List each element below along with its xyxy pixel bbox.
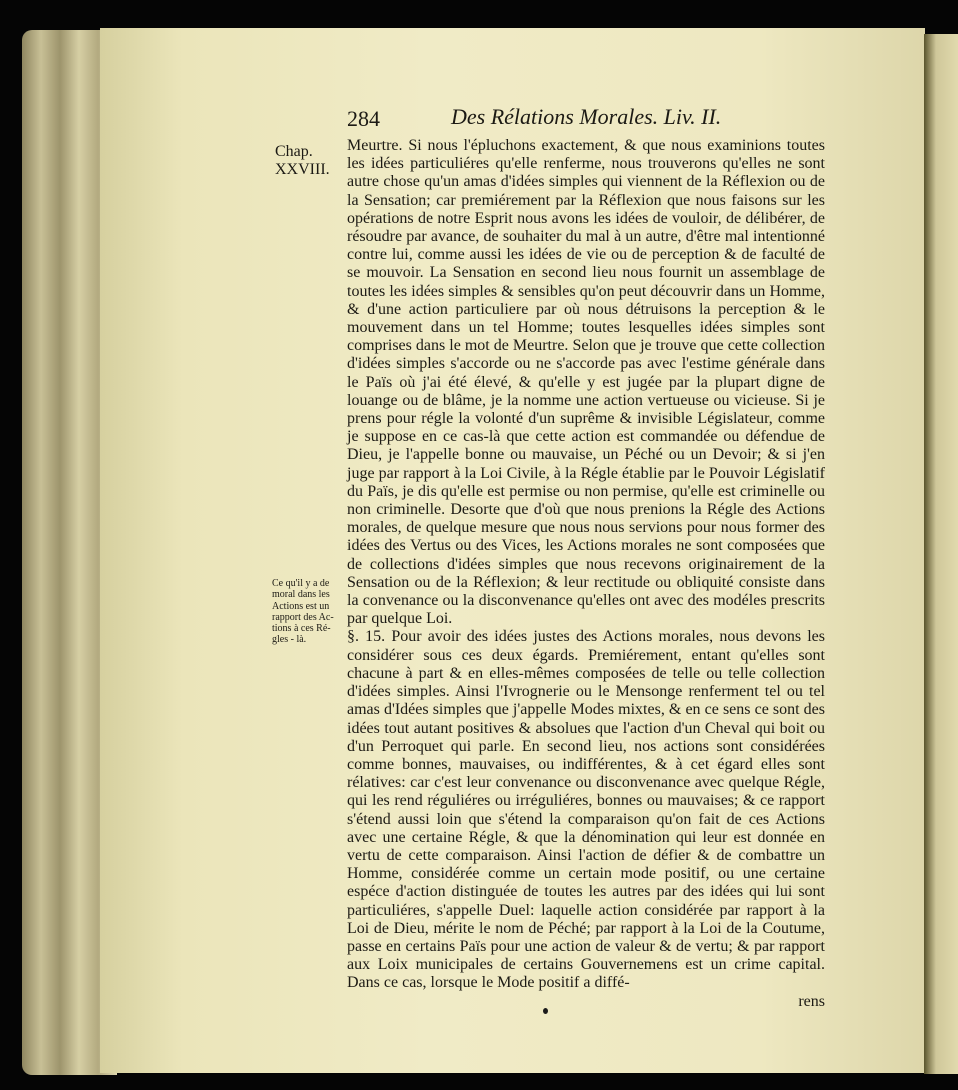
book-marker: Liv. II. xyxy=(663,104,722,129)
page-header xyxy=(347,104,827,134)
margin-note xyxy=(272,578,352,646)
ink-spot xyxy=(543,1008,548,1014)
running-title xyxy=(451,104,721,130)
chapter-word: Chap. xyxy=(275,143,313,160)
margin-note-line: Actions est un xyxy=(272,600,330,612)
chapter-label xyxy=(275,143,347,179)
catchword: rens xyxy=(798,992,825,1010)
margin-note-line: moral dans les xyxy=(272,589,330,601)
margin-note-line: tions à ces Ré- xyxy=(272,623,331,635)
margin-note-line: gles - là. xyxy=(272,634,307,646)
paragraph-2: §. 15. Pour avoir des idées justes des Actions morales, nous devons les considérer sous ces deux égards. Premiérement, entant qu'elles sont chacune à part & en elles-mêmes composées de telle ou telle collection d'idées simples. Ainsi l'Ivrognerie ou le Mensonge renferment tel ou tel amas d'Idées simples que j'appelle Modes mixtes, & en ce sens ce sont des idées tout autant positives & absolues que l'action d'un Cheval qui boit ou d'un Perroquet qui parle. En second lieu, nos actions sont considérées comme bonnes, mauvaises, ou indifférentes, & à cet égard elles sont rélatives: car c'est leur convenance ou disconvenance avec quelque Régle, qui les rend réguliéres ou irréguliéres, bonnes ou mauvaises; & ce rapport s'étend aussi loin que s'étend la comparaison qu'on fait de ces Actions avec une certaine Régle, & que la dénomination qui leur est donnée en vertu de cette comparaison. Ainsi l'action de défier & de combattre un Homme, considérée comme un certain mode positif, ou une certaine espéce d'action distinguée de toutes les autres par des idées qui lui sont particuliéres, s'appelle Duel: laquelle action considérée par rapport à la Loi de Dieu, mérite le nom de Péché; par rapport à la Loi de la Coutume, passe en certains Païs pour une action de valeur & de vertu; & par rapport aux Loix municipales de certains Gouvernemens est un crime capital. Dans ce cas, lorsque le Mode positif a diffé- xyxy=(347,628,825,992)
right-page-edge xyxy=(924,34,958,1074)
main-text xyxy=(347,137,825,1011)
paragraph-1: Meurtre. Si nous l'épluchons exactement, & que nous examinions toutes les idées particuliéres qu'elle renferme, nous trouverons qu'elles ne sont autre chose qu'un amas d'idées simples qui viennent de la Réflexion ou de la Sensation; car premiérement par la Réflexion que nous faisons sur les opérations de notre Esprit nous avons les idées de vouloir, de délibérer, de résoudre par avance, de souhaiter du mal à un autre, d'être mal intentionné contre lui, comme aussi les idées de vie ou de perception & de faculté de se mouvoir. La Sensation en second lieu nous fournit un assemblage de toutes les idées simples & sensibles qu'on peut découvrir dans un Homme, & d'une action particuliere par où nous détruisons la perception & le mouvement dans un tel Homme; toutes lesquelles idées simples sont comprises dans le mot de Meurtre. Selon que je trouve que cette collection d'idées simples s'accorde ou ne s'accorde pas avec l'estime générale dans le Païs où j'ai été élevé, & qu'elle y est jugée par la plupart digne de louange ou de blâme, je la nomme une action vertueuse ou vicieuse. Si je prens pour régle la volonté d'un suprême & invisible Législateur, comme je suppose en ce cas-là que cette action est commandée ou défendue de Dieu, je l'appelle bonne ou mauvaise, un Péché ou un Devoir; & si j'en juge par rapport à la Loi Civile, à la Régle établie par le Pouvoir Législatif du Païs, je dis qu'elle est permise ou non permise, qu'elle est criminelle ou non criminelle. Desorte que d'où que nous prenions la Régle des Actions morales, de quelque mesure que nous nous servions pour nous former des idées des Vertus ou des Vices, les Actions morales ne sont composées que de collections d'idées simples que nous recevons originairement de la Sensation ou de la Réflexion; & leur rectitude ou obliquité consiste dans la convenance ou la disconvenance qu'elles ont avec des modéles prescrits par quelque Loi. xyxy=(347,137,825,628)
chapter-number: XXVIII. xyxy=(275,161,330,178)
running-title-text: Des Rélations Morales. xyxy=(451,104,659,129)
page-number: 284 xyxy=(347,106,380,131)
margin-note-line: Ce qu'il y a de xyxy=(272,578,330,589)
margin-note-line: rapport des Ac- xyxy=(272,611,334,623)
